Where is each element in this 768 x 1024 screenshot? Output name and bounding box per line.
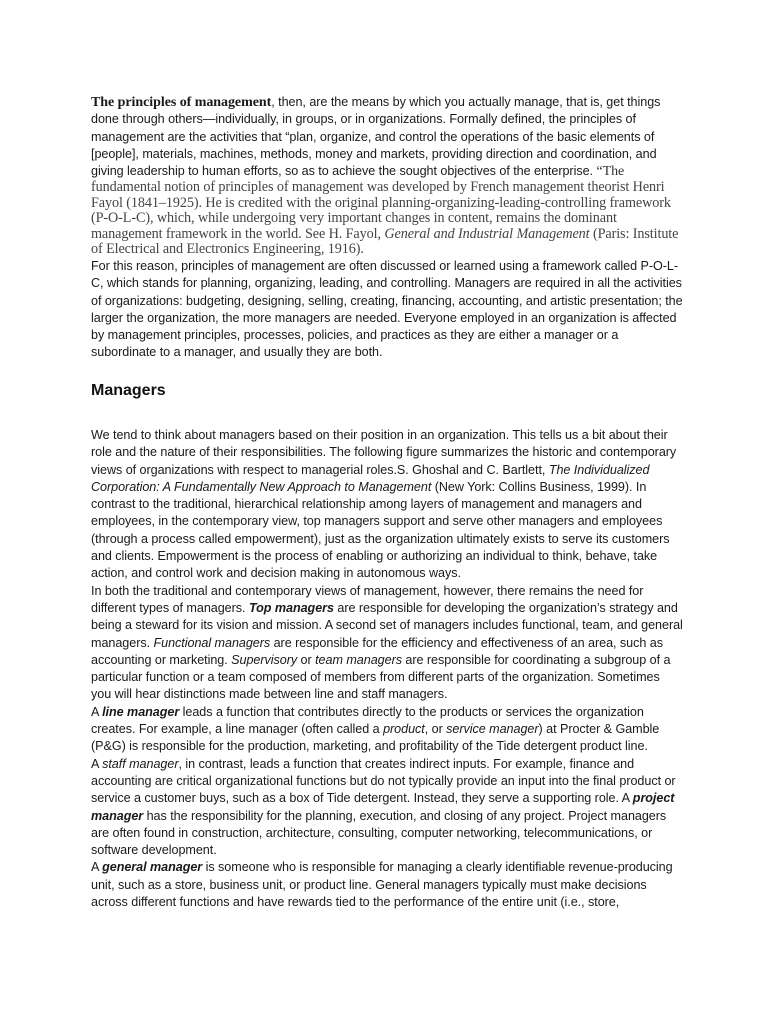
paragraph-manager-types — [91, 583, 683, 704]
intro-text-1: , then, are the means by which you actually manage, that is, get things done through others—individually, in groups, or in organizations. Formally defined, the principles of management are the activities that “plan, organize, and control the operations of the basic elements of [people], materials, machines, methods, money and markets, providing direction and coordination, and giving leadership to human efforts, so as to achieve the sought objectives of the enterprise. — [91, 95, 661, 179]
text: is someone who is responsible for managing a clearly identifiable revenue-producing unit, such as a store, business unit, or product line. General managers typically must make decisions across different functions and have rewards tied to the performance of the entire unit (i.e., store, — [91, 860, 673, 910]
text: , in contrast, leads a function that creates indirect inputs. For example, finance and accounting are critical organizational functions but do not typically provide an input into the final product or service a customer buys, such as a box of Tide detergent. Instead, they serve a supporting role. A — [91, 756, 676, 806]
paragraph-staff-manager — [91, 756, 683, 860]
text: or — [297, 652, 316, 667]
term-staff-manager: staff manager — [102, 756, 179, 771]
text: A — [91, 860, 103, 875]
text: A — [91, 704, 103, 719]
text: ) at Procter & Gamble (P&G) is responsible for the production, marketing, and profitability of the Tide detergent product line. — [91, 722, 660, 754]
text: are responsible for coordinating a subgroup of a particular function or a team composed of members from different parts of the organization. Sometimes you will hear distinctions made between line and staff managers. — [91, 652, 671, 702]
term-general-manager: general manager — [102, 860, 203, 875]
footnote-block — [91, 180, 683, 258]
paragraph-views — [91, 427, 683, 583]
term-top-managers: Top managers — [248, 600, 334, 615]
term-team-managers: team managers — [315, 652, 402, 667]
text: leads a function that contributes directly to the products or services the organization creates. For example, a line manager (often called a — [91, 704, 644, 737]
text: A — [91, 756, 103, 771]
footnote-text-2: (Paris: Institute of Electrical and Electronics Engineering, 1916). — [91, 225, 679, 258]
text: has the responsibility for the planning, execution, and closing of any project. Project managers are often found in construction, architecture, consulting, computer networking, telecommunications, or software development. — [91, 808, 667, 858]
text: (New York: Collins Business, 1999). In contrast to the traditional, hierarchical relationship among layers of management and managers and employees, in the contemporary view, top managers support and serve other managers and employees (through a process called empowerment), just as the organization ultimately exists to serve its customers and clients. Empowerment is the process of enabling or authorizing an individual to think, behave, take action, and control work and decision making in autonomous ways. — [91, 479, 670, 581]
managers-section-body — [91, 427, 683, 911]
key-term: The principles of management — [91, 95, 272, 110]
quote-mark: “The — [592, 164, 625, 180]
paragraph-line-manager — [91, 704, 683, 756]
text: are responsible for the efficiency and effectiveness of an area, such as accounting or marketing. — [91, 635, 663, 667]
cited-book-title: The Individualized Corporation: A Fundamentally New Approach to Management — [91, 462, 650, 494]
paragraph-general-manager — [91, 859, 683, 911]
term-service-manager: service manager — [446, 722, 539, 737]
term-line-manager: line manager — [102, 704, 180, 719]
term-project-manager: project manager — [91, 791, 675, 823]
section-heading: Managers — [91, 382, 166, 399]
footnote-text-1: fundamental notion of principles of management was developed by French management theorist Henri Fayol (1841–1925). He is credited with the original planning-organizing-leading-controlling framework (P-O-L-C), which, while undergoing very important changes in content, remains the dominant management framework in the world. See H. Fayol, — [91, 179, 671, 242]
text: are responsible for developing the organization’s strategy and being a steward for its vision and mission. A second set of managers includes functional, team, and general managers. — [91, 600, 683, 650]
term-functional-managers: Functional managers — [153, 635, 271, 650]
footnote-book-title: General and Industrial Management — [384, 225, 590, 242]
text: In both the traditional and contemporary views of management, however, there remains the need for different types of managers. — [91, 583, 644, 615]
text: We tend to think about managers based on their position in an organization. This tells us a bit about their role and the nature of their responsibilities. The following figure summarizes the historic and contemporary views of organizations with respect to managerial roles.S. Ghoshal and C. Bartlett, — [91, 428, 677, 477]
term-product: product — [383, 722, 425, 737]
intro-paragraph — [91, 94, 683, 362]
intro-text-2: For this reason, principles of management are often discussed or learned using a framework called P-O-L-C, which stands for planning, organizing, leading, and controlling. Managers are required in all the activities of organizations: budgeting, designing, selling, creating, financing, accounting, and artistic presentation; the larger the organization, the more managers are needed. Everyone employed in an organization is affected by management principles, processes, policies, and practices as they are either a manager or a subordinate to a manager, and usually they are both. — [91, 258, 683, 360]
text: , or — [424, 722, 447, 737]
term-supervisory: Supervisory — [231, 652, 298, 667]
